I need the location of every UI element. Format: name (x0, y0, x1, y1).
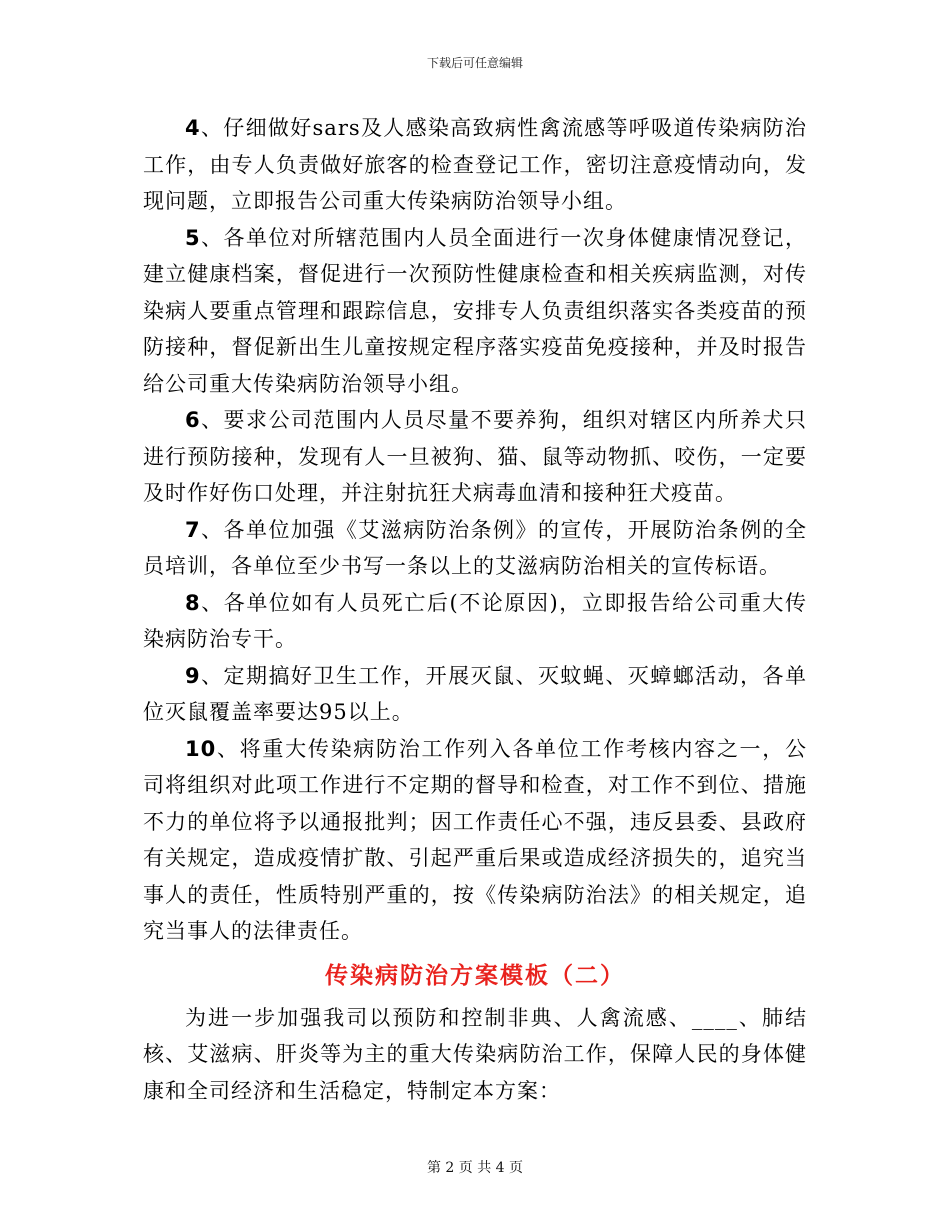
item-text: 、各单位加强《艾滋病防治条例》的宣传，开展防治条例的全员培训，各单位至少书写一条以上的艾滋病防治相关的宣传标语。 (143, 517, 807, 578)
item-number: 4 (185, 116, 201, 140)
section-intro: 为进一步加强我司以预防和控制非典、人禽流感、____、肺结核、艾滋病、肝炎等为主的重大传染病防治工作，保障人民的身体健康和全司经济和生活稳定，特制定本方案： (143, 1005, 807, 1103)
item-number: 10 (185, 736, 217, 761)
item-text: 、各单位对所辖范围内人员全面进行一次身体健康情况登记，建立健康档案，督促进行一次预防性健康检查和相关疾病监测，对传染病人要重点管理和跟踪信息，安排专人负责组织落实各类疫苗的预防接种，督促新出生儿童按规定程序落实疫苗免疫接种，并及时报告给公司重大传染病防治领导小组。 (143, 225, 807, 396)
list-item (143, 585, 807, 658)
list-item (143, 658, 807, 731)
item-text: 、各单位如有人员死亡后(不论原因)，立即报告给公司重大传染病防治专干。 (143, 590, 807, 651)
page-header: 下载后可任意编辑 (426, 56, 523, 70)
list-item (143, 220, 807, 403)
document-body (143, 110, 807, 1109)
list-item (143, 402, 807, 512)
item-number: 5 (185, 225, 201, 250)
item-text: 、要求公司范围内人员尽量不要养狗，组织对辖区内所养犬只进行预防接种，发现有人一旦被狗、猫、鼠等动物抓、咬伤，一定要及时作好伤口处理，并注射抗狂犬病毒血清和接种狂犬疫苗。 (143, 408, 807, 505)
item-text: 、将重大传染病防治工作列入各单位工作考核内容之一，公司将组织对此项工作进行不定期的督导和检查，对工作不到位、措施不力的单位将予以通报批判；因工作责任心不强，违反县委、县政府有关规定，造成疫情扩散、引起严重后果或造成经济损失的，追究当事人的责任，性质特别严重的，按《传染病防治法》的相关规定，追究当事人的法律责任。 (143, 736, 807, 943)
item-text: 、仔细做好sars及人感染高致病性禽流感等呼吸道传染病防治工作，由专人负责做好旅客的检查登记工作，密切注意疫情动向，发现问题，立即报告公司重大传染病防治领导小组。 (143, 116, 807, 213)
item-number: 9 (185, 663, 201, 688)
item-number: 6 (185, 408, 201, 432)
section-title: 传染病防治方案模板（二） (325, 961, 625, 989)
item-number: 7 (185, 517, 201, 542)
page-footer: 第 2 页 共 4 页 (426, 1160, 524, 1176)
list-item (143, 512, 807, 585)
item-text: 、定期搞好卫生工作，开展灭鼠、灭蚊蝇、灭蟑螂活动，各单位灭鼠覆盖率要达95以上。 (143, 663, 807, 724)
list-item (143, 110, 807, 220)
list-item (143, 731, 807, 950)
item-number: 8 (185, 590, 201, 615)
